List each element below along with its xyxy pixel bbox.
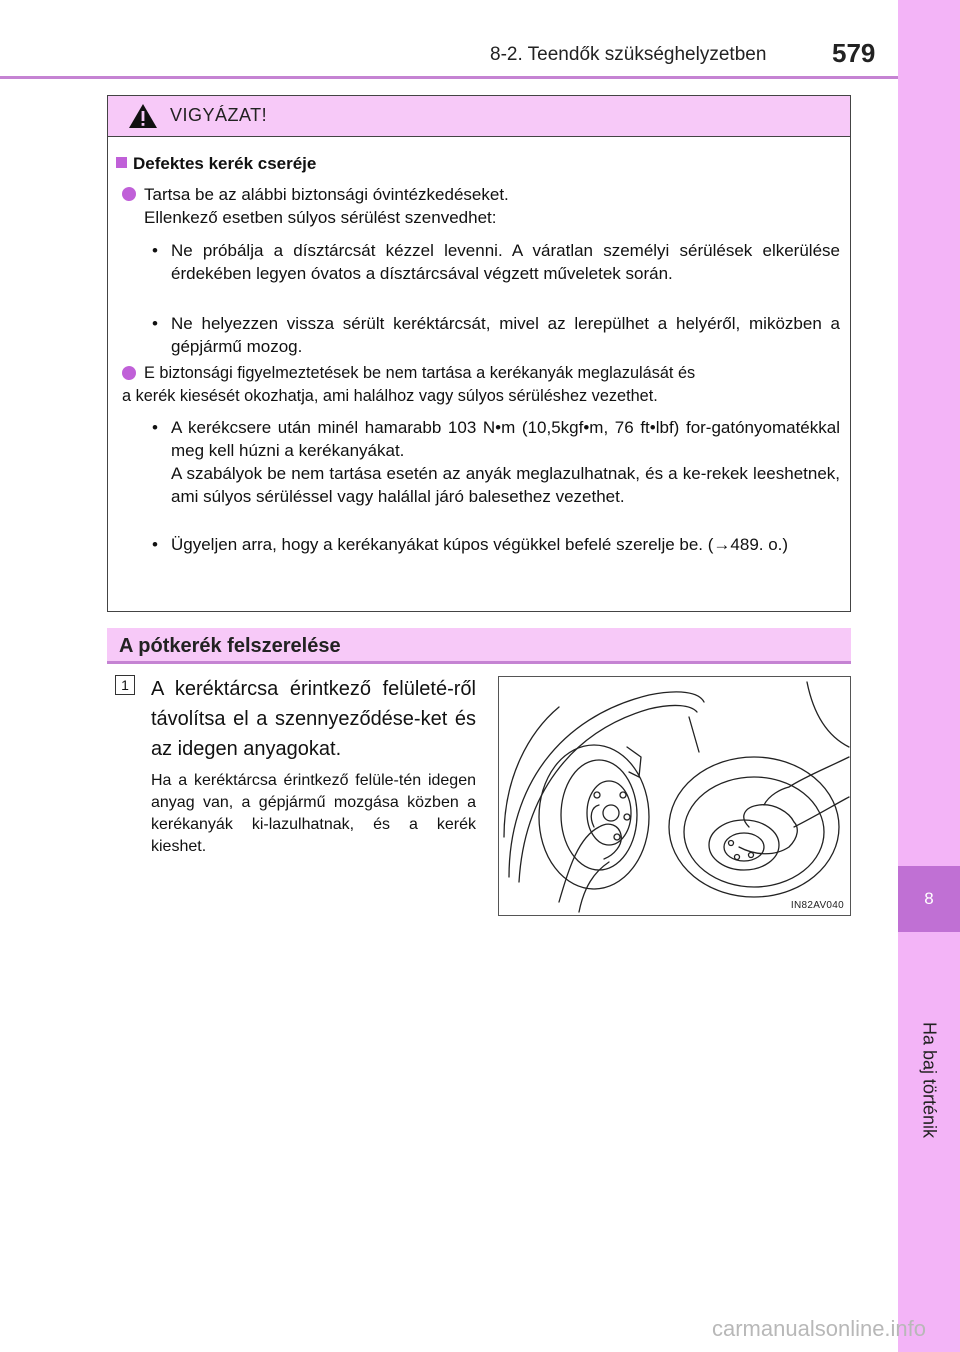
- step-instruction: A keréktárcsa érintkező felületé-ről távolítsa el a szennyeződése-ket és az idegen anyagokat.: [151, 678, 476, 760]
- caution-item: Tartsa be az alábbi biztonsági óvintézkedéseket. Ellenkező esetben súlyos sérülést szenvedhet:: [122, 183, 509, 229]
- chapter-number: 8: [898, 866, 960, 932]
- caution-item: E biztonsági figyelmeztetések be nem tartása a kerékanyák meglazulását és a kerék kiesését okozhatja, ami halálhoz vagy súlyos sérüléshez vezethet.: [122, 364, 696, 405]
- chapter-title: Ha baj történik: [919, 1021, 940, 1139]
- caution-bullet: • Ne helyezzen vissza sérült keréktárcsát, mivel az lerepülhet a helyéről, miközben a gépjármű mozog.: [152, 314, 840, 356]
- page-number: 579: [832, 38, 876, 68]
- figure-code: IN82AV040: [790, 900, 844, 911]
- wheel-cleaning-illustration: [498, 676, 851, 916]
- step-note: Ha a keréktárcsa érintkező felüle-tén idegen anyag van, a gépjármű mozgása közben a kerékanyák ki-lazulhatnak, és a kerék kieshet.: [151, 772, 476, 855]
- section-header: 8-2. Teendők szükséghelyzetben: [490, 44, 767, 65]
- square-bullet-icon: [116, 157, 127, 168]
- circle-bullet-icon: [122, 187, 136, 201]
- caution-bullet: • Ügyeljen arra, hogy a kerékanyákat kúpos végükkel befelé szerelje be. (→489. o.): [152, 535, 789, 554]
- caution-title: VIGYÁZAT!: [170, 105, 268, 125]
- chapter-side-tab[interactable]: [898, 0, 960, 1352]
- header-rule: [0, 76, 898, 79]
- caution-bullet: • A kerékcsere után minél hamarabb 103 N•m (10,5kgf•m, 76 ft•lbf) for-gatónyomatékkal meg kell húzni a kerékanyákat. A szabályok be nem tartása esetén az anyák meglazulhatnak, és a ke-rekek leeshetnek, ami súlyos sérüléssel vagy halállal járó balesethez vezethet.: [152, 418, 840, 506]
- caution-bullet: • Ne próbálja a dísztárcsát kézzel levenni. A váratlan személyi sérülések elkerülése érdekében legyen óvatos a dísztárcsával végzett műveletek során.: [152, 241, 840, 283]
- section-heading-text: A pótkerék felszerelése: [119, 635, 341, 657]
- watermark: carmanualsonline.info: [712, 1316, 927, 1341]
- caution-header: [108, 96, 850, 137]
- circle-bullet-icon: [122, 366, 136, 380]
- section-heading: [107, 628, 851, 664]
- warning-icon: [128, 103, 158, 129]
- wheel-illustration-art: [499, 677, 851, 916]
- step-number-badge: 1: [115, 675, 135, 695]
- caution-box: [107, 95, 851, 612]
- caution-subheading: Defektes kerék cseréje: [116, 154, 316, 174]
